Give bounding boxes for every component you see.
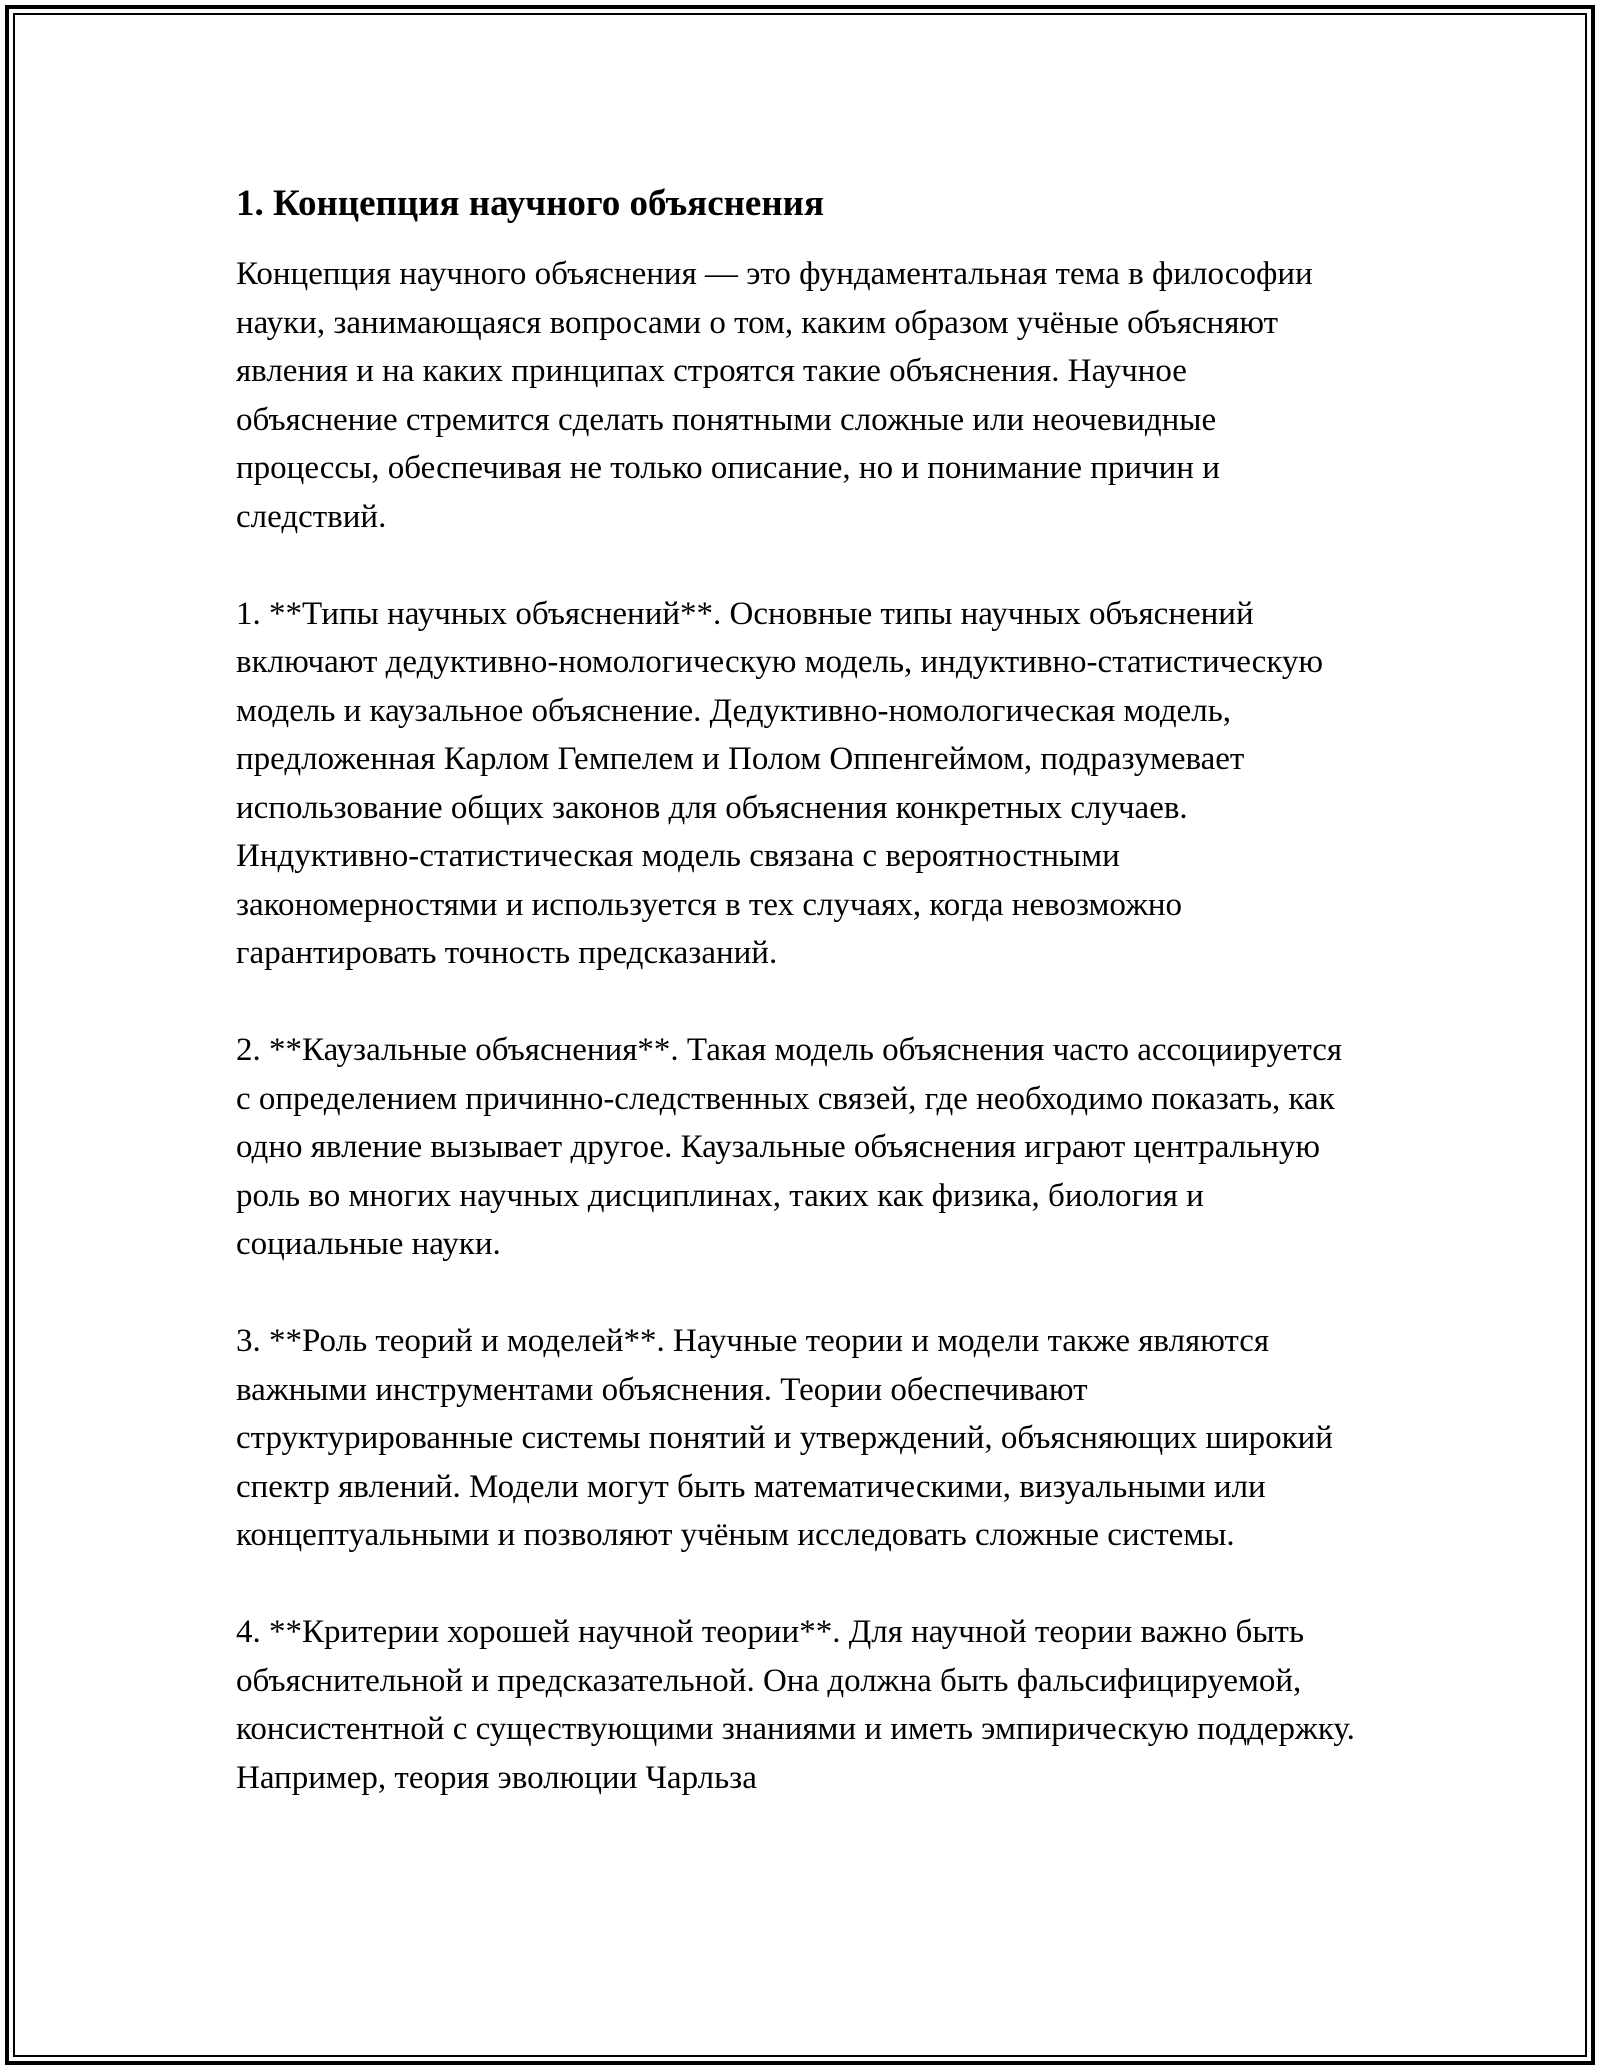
section-heading: 1. Концепция научного объяснения — [236, 183, 825, 224]
paragraph-theory-criteria: 4. **Критерии хорошей научной теории**. Для научной теории важно быть объяснительной и предсказательной. Она должна быть фальсифицируемой, консистентной с существующими знаниями и иметь эмпирическую поддержку. Например, теория эволюции Чарльза — [236, 1614, 1355, 1796]
paragraph-types-of-explanation: 1. **Типы научных объяснений**. Основные типы научных объяснений включают дедуктивно-номологическую модель, индуктивно-статистическую модель и каузальное объяснение. Дедуктивно-номологическая модель, предложенная Карлом Гемпелем и Полом Оппенгеймом, подразумевает использование общих законов для объяснения конкретных случаев. Индуктивно-статистическая модель связана с вероятностными закономерностями и используется в тех случаях, когда невозможно гарантировать точность предсказаний. — [236, 595, 1324, 971]
document-body — [236, 180, 1356, 1851]
paragraph-intro: Концепция научного объяснения — это фундаментальная тема в философии науки, занимающаяся вопросами о том, каким образом учёные объясняют явления и на каких принципах строятся такие объяснения. Научное объяснение стремится сделать понятными сложные или неочевидные процессы, обеспечивая не только описание, но и понимание причин и следствий. — [236, 256, 1313, 535]
paragraph-causal-explanations: 2. **Каузальные объяснения**. Такая модель объяснения часто ассоциируется с определением причинно-следственных связей, где необходимо показать, как одно явление вызывает другое. Каузальные объяснения играют центральную роль во многих научных дисциплинах, таких как физика, биология и социальные науки. — [236, 1032, 1343, 1262]
paragraph-theories-and-models: 3. **Роль теорий и моделей**. Научные теории и модели также являются важными инструментами объяснения. Теории обеспечивают структурированные системы понятий и утверждений, объясняющих широкий спектр явлений. Модели могут быть математическими, визуальными или концептуальными и позволяют учёным исследовать сложные системы. — [236, 1323, 1333, 1553]
